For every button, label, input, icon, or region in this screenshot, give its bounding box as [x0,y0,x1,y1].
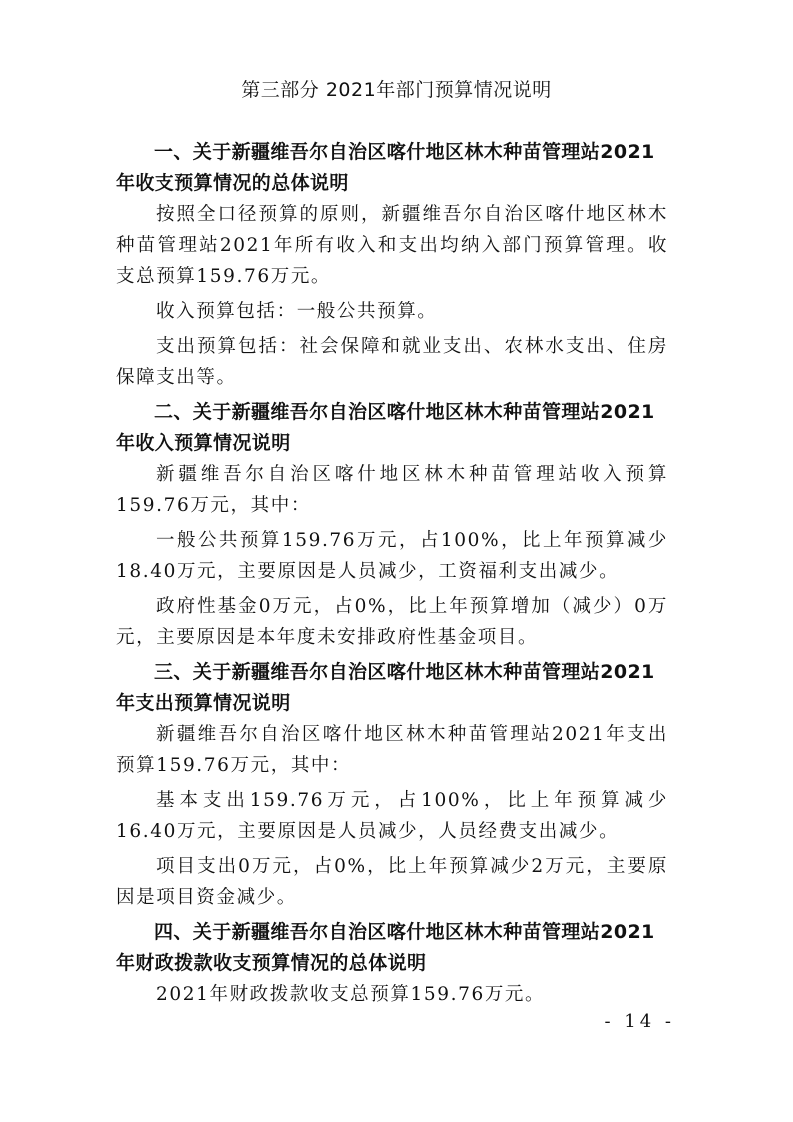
page-number: - 14 - [604,1011,675,1032]
paragraph: 项目支出0万元，占0%，比上年预算减少2万元，主要原因是项目资金减少。 [116,856,668,908]
page-title: 第三部分 2021年部门预算情况说明 [241,79,552,101]
section-heading: 四、关于新疆维吾尔自治区喀什地区林木种苗管理站2021年财政拨款收支预算情况的总体说明 [116,921,655,974]
paragraph: 政府性基金0万元，占0%，比上年预算增加（减少）0万元，主要原因是本年度未安排政府性基金项目。 [116,596,668,648]
section-2 [116,397,668,653]
section-heading: 二、关于新疆维吾尔自治区喀什地区林木种苗管理站2021年收入预算情况说明 [116,401,655,454]
paragraph: 基本支出159.76万元，占100%，比上年预算减少16.40万元，主要原因是人员减少，人员经费支出减少。 [116,790,668,842]
paragraph: 新疆维吾尔自治区喀什地区林木种苗管理站收入预算159.76万元，其中： [116,464,668,516]
paragraph: 2021年财政拨款收支总预算159.76万元。 [156,984,546,1005]
paragraph: 支出预算包括：社会保障和就业支出、农林水支出、住房保障支出等。 [116,336,668,388]
section-heading: 三、关于新疆维吾尔自治区喀什地区林木种苗管理站2021年支出预算情况说明 [116,661,655,714]
paragraph: 一般公共预算159.76万元，占100%，比上年预算减少18.40万元，主要原因是人员减少，工资福利支出减少。 [116,530,668,582]
paragraph: 新疆维吾尔自治区喀什地区林木种苗管理站2021年支出预算159.76万元，其中： [116,724,668,776]
document-body [116,137,668,1014]
paragraph: 按照全口径预算的原则，新疆维吾尔自治区喀什地区林木种苗管理站2021年所有收入和支出均纳入部门预算管理。收支总预算159.76万元。 [116,204,668,287]
paragraph: 收入预算包括：一般公共预算。 [156,301,438,322]
section-1 [116,137,668,393]
section-heading: 一、关于新疆维吾尔自治区喀什地区林木种苗管理站2021年收支预算情况的总体说明 [116,141,655,194]
section-3 [116,657,668,913]
section-4 [116,917,668,1010]
